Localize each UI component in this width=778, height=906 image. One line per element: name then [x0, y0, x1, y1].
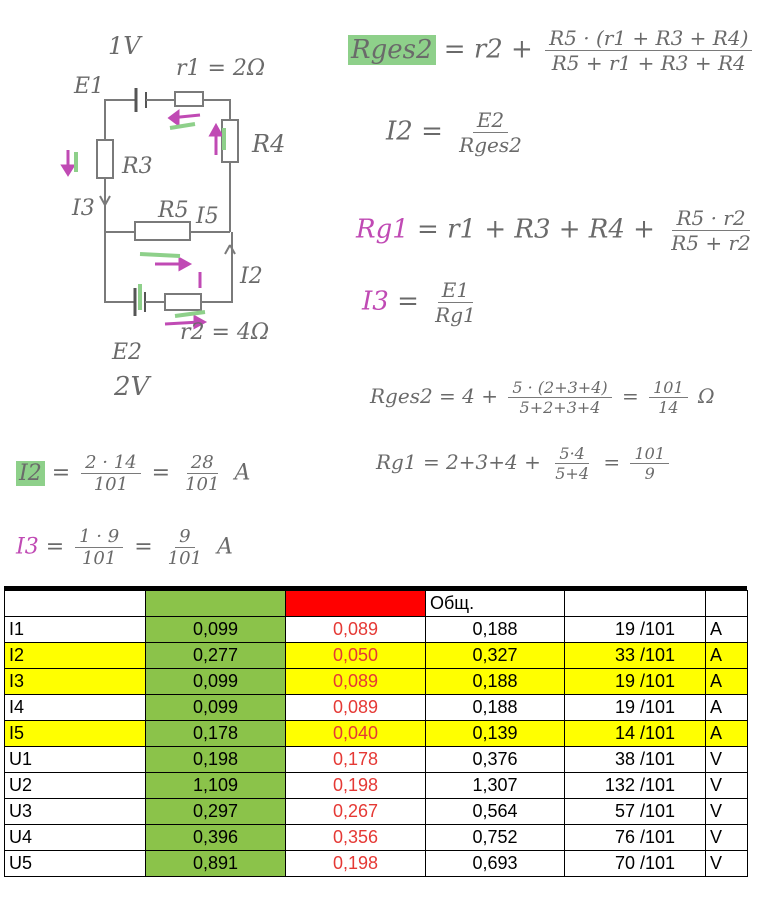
cell-name: I5 [5, 721, 146, 747]
formula-i2-lhs: I2 [386, 116, 413, 147]
formula-rges2-den: R5 + r1 + R3 + R4 [551, 51, 746, 75]
formula-i3-value-num: 1 · 9 [75, 526, 123, 548]
cell-value-a: 0,396 [146, 825, 286, 851]
cell-name: I4 [5, 695, 146, 721]
table-row [5, 669, 748, 695]
formula-i2-value-lhs: I2 [16, 461, 45, 486]
formula-i2-eq: = [421, 116, 443, 147]
formula-rges2-value-num: 5 · (2+3+4) [508, 378, 611, 398]
cell-fraction: 19 /101 [565, 695, 706, 721]
formula-rg1 [356, 206, 759, 255]
cell-value-b: 0,198 [286, 773, 426, 799]
cell-fraction: 38 /101 [565, 747, 706, 773]
cell-value-a: 0,297 [146, 799, 286, 825]
formula-i3-value [16, 526, 233, 569]
cell-total: 1,307 [426, 773, 565, 799]
cell-name: U2 [5, 773, 146, 799]
cell-total: 0,139 [426, 721, 565, 747]
cell-unit: A [706, 643, 748, 669]
table-row [5, 695, 748, 721]
cell-value-a: 1,109 [146, 773, 286, 799]
cell-total: 0,693 [426, 851, 565, 877]
cell-value-b: 0,089 [286, 669, 426, 695]
cell-total: 0,564 [426, 799, 565, 825]
cell-value-a: 0,178 [146, 721, 286, 747]
formula-rges2-value-lhs: Rges2 = 4 + [370, 384, 498, 408]
formula-rg1-value-lhs: Rg1 = 2+3+4 + [376, 450, 541, 474]
formula-rg1-value-den: 5+4 [555, 464, 589, 483]
label-2v: 2V [114, 372, 150, 402]
formula-rges2-value-den: 5+2+3+4 [519, 398, 601, 417]
formula-i2-value-den: 101 [93, 474, 129, 495]
cell-value-b: 0,089 [286, 695, 426, 721]
formula-rg1-num: R5 · r2 [672, 206, 749, 231]
cell-value-a: 0,891 [146, 851, 286, 877]
cell-total: 0,188 [426, 669, 565, 695]
formula-i2 [386, 108, 530, 157]
label-r1: r1 = 2Ω [176, 56, 266, 81]
cell-name: I3 [5, 669, 146, 695]
cell-unit: A [706, 617, 748, 643]
table-row [5, 721, 748, 747]
cell-value-b: 0,050 [286, 643, 426, 669]
cell-fraction: 132 /101 [565, 773, 706, 799]
table-row [5, 747, 748, 773]
cell-total: 0,327 [426, 643, 565, 669]
cell-fraction: 14 /101 [565, 721, 706, 747]
table-header-row [5, 591, 748, 617]
label-i2: I2 [240, 264, 263, 289]
header-cell-name [5, 591, 146, 617]
formula-i3-value-num2: 9 [175, 526, 194, 548]
label-r4: R4 [252, 130, 286, 158]
formula-i3-den: Rg1 [435, 303, 476, 327]
cell-total: 0,376 [426, 747, 565, 773]
formula-rg1-value-num2: 101 [630, 444, 669, 464]
label-r2: r2 = 4Ω [180, 320, 270, 345]
cell-unit: V [706, 799, 748, 825]
cell-value-b: 0,089 [286, 617, 426, 643]
formula-rg1-value [376, 444, 673, 483]
cell-value-a: 0,099 [146, 617, 286, 643]
formula-i2-num: E2 [473, 108, 508, 133]
formula-i3-num: E1 [438, 278, 473, 303]
cell-value-b: 0,267 [286, 799, 426, 825]
formula-i3-value-den2: 101 [167, 548, 202, 569]
cell-value-b: 0,178 [286, 747, 426, 773]
cell-unit: V [706, 747, 748, 773]
table-row [5, 825, 748, 851]
table-row [5, 799, 748, 825]
cell-value-a: 0,099 [146, 695, 286, 721]
formula-i2-den: Rges2 [459, 133, 522, 157]
cell-value-a: 0,099 [146, 669, 286, 695]
label-r3: R3 [122, 154, 153, 179]
cell-name: U1 [5, 747, 146, 773]
table-row [5, 851, 748, 877]
label-1v: 1V [108, 32, 141, 60]
cell-name: I2 [5, 643, 146, 669]
label-r5: R5 [158, 198, 189, 223]
table-row [5, 617, 748, 643]
header-cell-red [286, 591, 426, 617]
header-cell-green [146, 591, 286, 617]
label-i5: I5 [196, 204, 219, 229]
cell-name: I1 [5, 617, 146, 643]
formula-rg1-value-eq: = [603, 450, 621, 474]
header-cell-fraction [565, 591, 706, 617]
formula-i2-value-den2: 101 [185, 474, 220, 495]
cell-unit: A [706, 669, 748, 695]
cell-unit: V [706, 825, 748, 851]
formula-i3-value-eq: = [45, 534, 65, 560]
header-cell-unit [706, 591, 748, 617]
formula-rg1-eq: = r1 + R3 + R4 + [417, 214, 655, 245]
cell-value-a: 0,277 [146, 643, 286, 669]
formula-i2-value-num: 2 · 14 [81, 452, 141, 474]
cell-unit: A [706, 721, 748, 747]
formula-i2-value [16, 452, 250, 495]
cell-name: U4 [5, 825, 146, 851]
cell-fraction: 57 /101 [565, 799, 706, 825]
cell-value-b: 0,040 [286, 721, 426, 747]
cell-unit: V [706, 851, 748, 877]
cell-fraction: 19 /101 [565, 617, 706, 643]
cell-fraction: 76 /101 [565, 825, 706, 851]
cell-unit: V [706, 773, 748, 799]
formula-i3-value-den: 101 [81, 548, 117, 569]
label-i3: I3 [72, 196, 95, 221]
formula-i3-value-lhs: I3 [16, 534, 39, 560]
formula-i2-value-eq2: = [151, 460, 171, 486]
cell-value-b: 0,198 [286, 851, 426, 877]
formula-i3-eq: = [397, 286, 419, 317]
cell-name: U5 [5, 851, 146, 877]
table-row [5, 643, 748, 669]
label-e1: E1 [74, 74, 105, 99]
formula-rges2-lhs: Rges2 [348, 35, 436, 65]
formula-rg1-lhs: Rg1 [356, 214, 409, 245]
label-e2: E2 [112, 340, 143, 365]
formula-i3-value-unit: A [217, 534, 233, 560]
results-table-wrapper [4, 586, 747, 877]
formula-rg1-den: R5 + r2 [671, 231, 751, 255]
formula-i3-value-eq2: = [134, 534, 153, 560]
formula-i2-value-unit: A [234, 460, 251, 486]
formula-rges2-value-unit: Ω [698, 384, 715, 408]
formula-i2-value-eq: = [51, 460, 71, 486]
formula-rg1-value-den2: 9 [644, 464, 655, 483]
formula-rges2-value-eq: = [622, 384, 639, 408]
formula-rges2-eq: = r2 + [443, 34, 533, 65]
formula-rges2-num: R5 · (r1 + R3 + R4) [545, 26, 752, 51]
cell-total: 0,188 [426, 695, 565, 721]
formula-rges2 [348, 26, 756, 75]
cell-unit: A [706, 695, 748, 721]
header-cell-total: Общ. [426, 591, 565, 617]
cell-value-b: 0,356 [286, 825, 426, 851]
formula-i3 [362, 278, 484, 327]
formula-rges2-value-den2: 14 [658, 398, 679, 417]
cell-fraction: 19 /101 [565, 669, 706, 695]
cell-name: U3 [5, 799, 146, 825]
cell-fraction: 33 /101 [565, 643, 706, 669]
results-table [4, 590, 748, 877]
cell-total: 0,188 [426, 617, 565, 643]
formula-rges2-value [370, 378, 715, 417]
cell-fraction: 70 /101 [565, 851, 706, 877]
formula-i2-value-num2: 28 [187, 452, 218, 474]
cell-total: 0,752 [426, 825, 565, 851]
formula-i3-lhs: I3 [362, 286, 389, 317]
cell-value-a: 0,198 [146, 747, 286, 773]
formula-rg1-value-num: 5·4 [555, 444, 588, 464]
formula-rges2-value-num2: 101 [649, 378, 688, 398]
table-row [5, 773, 748, 799]
